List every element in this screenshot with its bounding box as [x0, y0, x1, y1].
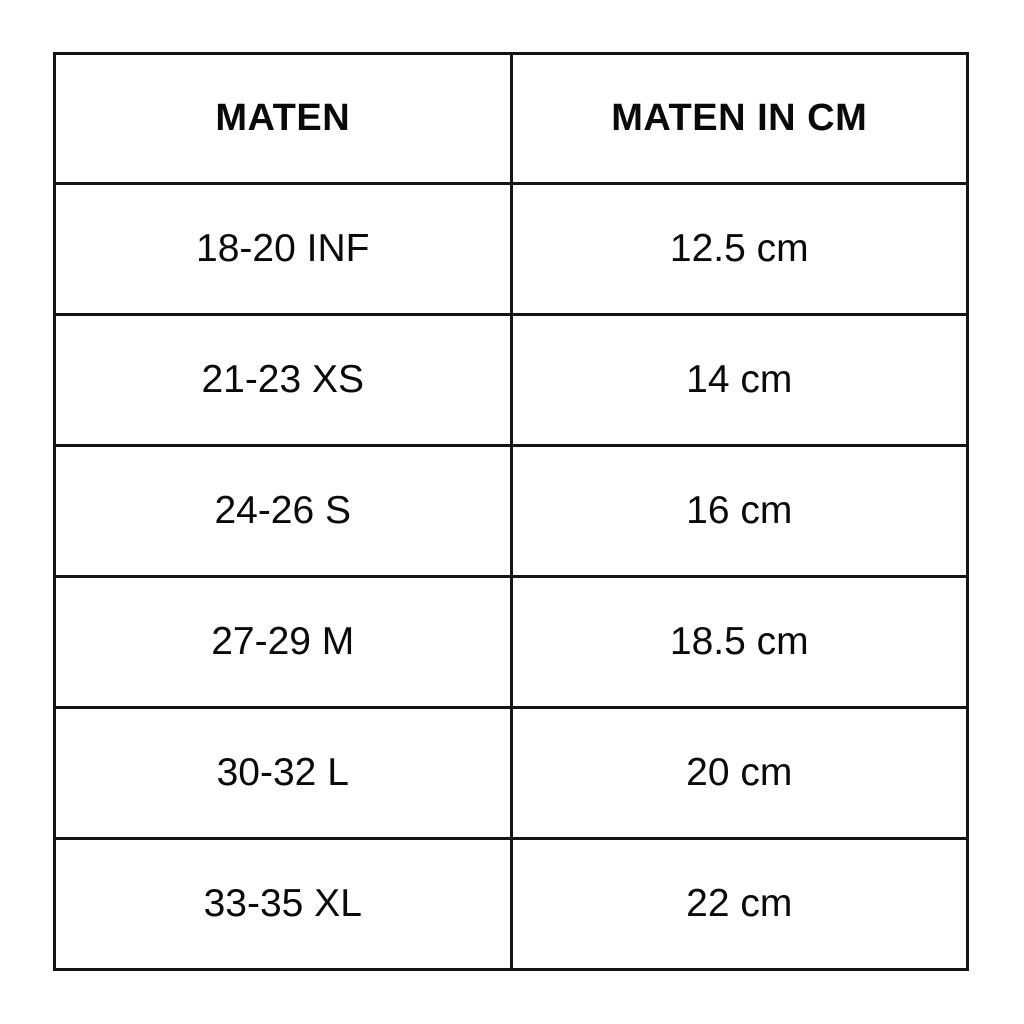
cm-cell: 22 cm — [511, 839, 968, 970]
cm-cell: 16 cm — [511, 446, 968, 577]
cm-cell: 18.5 cm — [511, 577, 968, 708]
size-cell: 21-23 XS — [55, 315, 512, 446]
table-row — [55, 839, 968, 970]
table-row — [55, 184, 968, 315]
size-table — [53, 52, 969, 971]
table-row — [55, 708, 968, 839]
table-row — [55, 446, 968, 577]
size-cell: 27-29 M — [55, 577, 512, 708]
size-cell: 33-35 XL — [55, 839, 512, 970]
cm-cell: 12.5 cm — [511, 184, 968, 315]
column-header-maten-in-cm: MATEN IN CM — [511, 54, 968, 184]
header-row — [55, 54, 968, 184]
size-cell: 18-20 INF — [55, 184, 512, 315]
cm-cell: 20 cm — [511, 708, 968, 839]
size-cell: 24-26 S — [55, 446, 512, 577]
cm-cell: 14 cm — [511, 315, 968, 446]
table-row — [55, 577, 968, 708]
size-table-header — [55, 54, 968, 184]
column-header-maten: MATEN — [55, 54, 512, 184]
table-row — [55, 315, 968, 446]
size-table-body — [55, 184, 968, 970]
size-cell: 30-32 L — [55, 708, 512, 839]
